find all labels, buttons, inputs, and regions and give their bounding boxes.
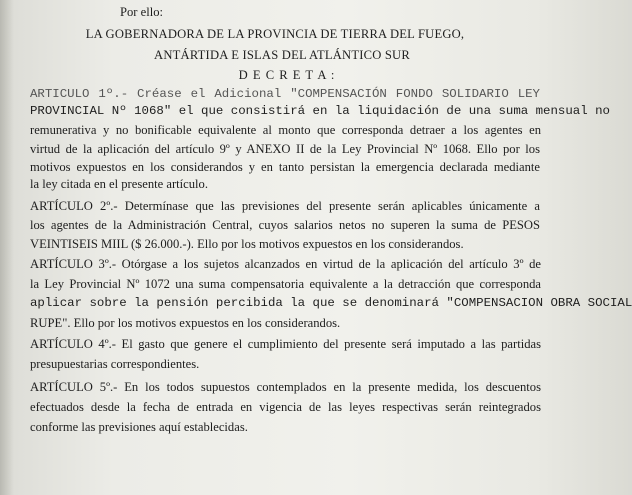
article-line: efectuados desde la fecha de entrada en vigencia de las leyes respectivas serán reintegrados [30,400,541,414]
article-line: ARTÍCULO 2º.- Determínase que las previsiones del presente serán aplicables únicamente a [30,199,540,213]
header-line-1: LA GOBERNADORA DE LA PROVINCIA DE TIERRA DEL FUEGO, [85,27,465,41]
article-line: los agentes de la Administración Central, cuyos salarios netos no superen la suma de PESOS [30,218,540,232]
article-line: presupuestarias correspondientes. [30,357,200,371]
article-line: conforme las previsiones aquí establecidas. [30,420,248,434]
article-line: virtud de la aplicación del artículo 9º y ANEXO II de la Ley Provincial Nº 1068. Ello por los [30,142,540,156]
article-line: la Ley Provincial Nº 1072 una suma compensatoria equivalente a la detracción que corresponda [30,277,541,291]
article-line: RUPE". Ello por los motivos expuestos en los considerandos. [30,316,341,330]
article-line: ARTÍCULO 4º.- El gasto que genere el cumplimiento del presente será imputado a las partidas [30,337,541,351]
article-line: aplicar sobre la pensión percibida la que se denominará "COMPENSACION OBRA SOCIAL [30,296,632,310]
article-line: la ley citada en el presente artículo. [30,177,208,191]
intro-text: Por ello: [120,5,164,19]
article-line: remunerativa y no bonificable equivalente al monto que corresponda detraer a los agentes en [30,123,541,137]
article-line: ARTICULO 1º.- Créase el Adicional "COMPENSACIÓN FONDO SOLIDARIO LEY [30,87,540,101]
article-line: motivos expuestos en los considerandos y en tanto persistan la emergencia declarada mediante [30,160,540,174]
article-line: ARTÍCULO 5º.- En los todos supuestos contemplados en la presente medida, los descuentos [30,380,541,394]
decreta-heading: D E C R E T A : [238,68,336,82]
article-line: VEINTISEIS MIIL ($ 26.000.-). Ello por los motivos expuestos en los considerandos. [30,237,464,251]
article-line: PROVINCIAL Nº 1068" el que consistirá en la liquidación de una suma mensual no [30,104,610,118]
article-line: ARTÍCULO 3º.- Otórgase a los sujetos alcanzados en virtud de la aplicación del artículo 3º de [30,257,541,271]
header-line-2: ANTÁRTIDA E ISLAS DEL ATLÁNTICO SUR [154,48,410,62]
